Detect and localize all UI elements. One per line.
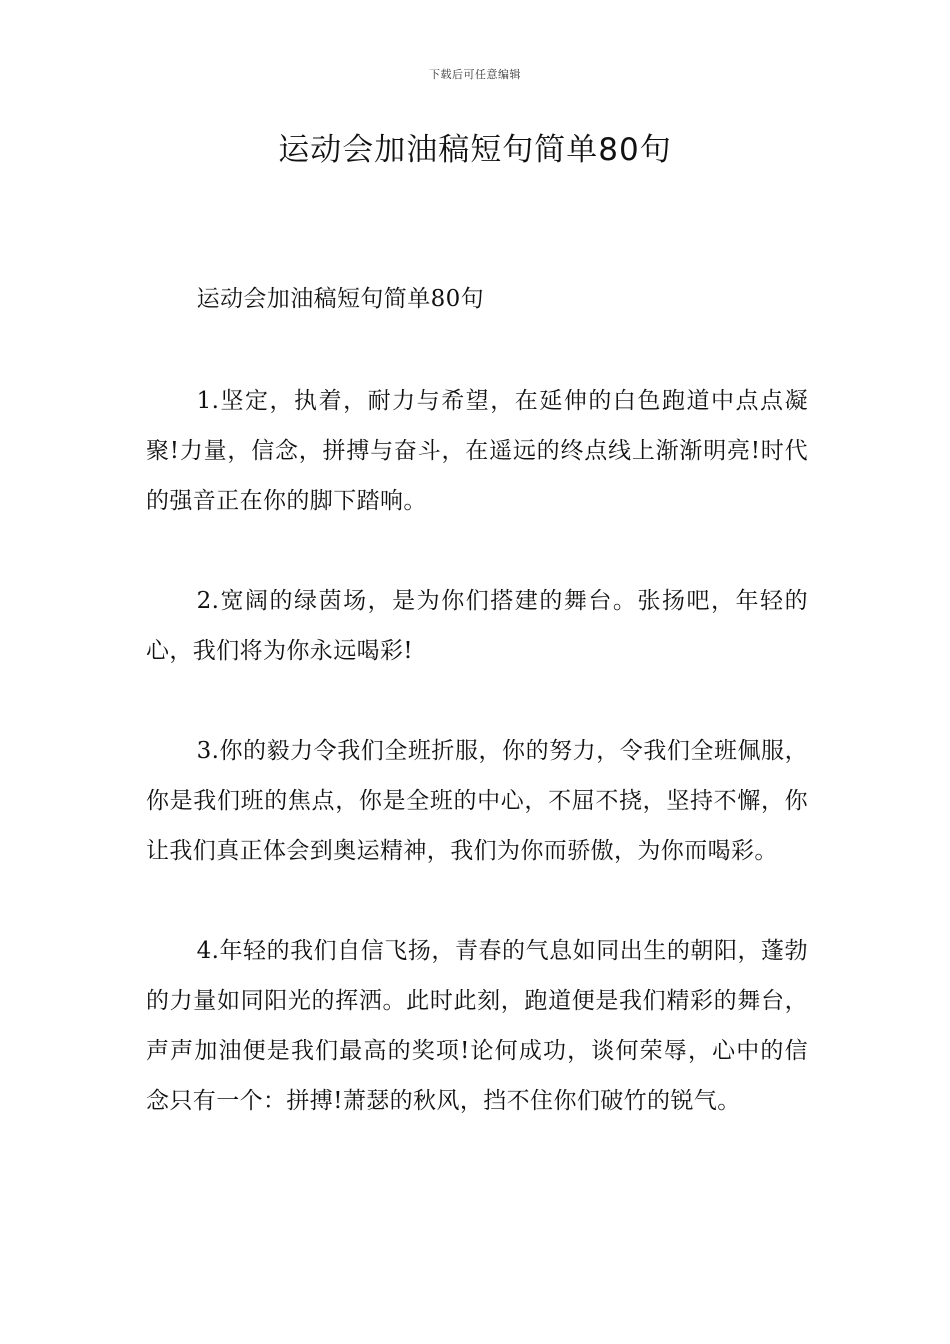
paragraph-4: 4.年轻的我们自信飞扬，青春的气息如同出生的朝阳，蓬勃的力量如同阳光的挥洒。此时此刻，跑道便是我们精彩的舞台，声声加油便是我们最高的奖项!论何成功，谈何荣辱，心中的信念只有一个：拼搏!萧瑟的秋风，挡不住你们破竹的锐气。 <box>146 938 808 1114</box>
header-note: 下载后可任意编辑 <box>429 68 521 81</box>
document-subtitle: 运动会加油稿短句简单80句 <box>196 286 485 312</box>
paragraph-2: 2.宽阔的绿茵场，是为你们搭建的舞台。张扬吧，年轻的心，我们将为你永远喝彩! <box>146 588 808 664</box>
page-title: 运动会加油稿短句简单80句 <box>278 132 672 168</box>
paragraph-1: 1.坚定，执着，耐力与希望，在延伸的白色跑道中点点凝聚!力量，信念，拼搏与奋斗，在遥远的终点线上渐渐明亮!时代的强音正在你的脚下踏响。 <box>146 388 808 514</box>
paragraph-3: 3.你的毅力令我们全班折服，你的努力，令我们全班佩服，你是我们班的焦点，你是全班的中心，不屈不挠，坚持不懈，你让我们真正体会到奥运精神，我们为你而骄傲，为你而喝彩。 <box>146 738 808 864</box>
document-body <box>146 274 808 1176</box>
